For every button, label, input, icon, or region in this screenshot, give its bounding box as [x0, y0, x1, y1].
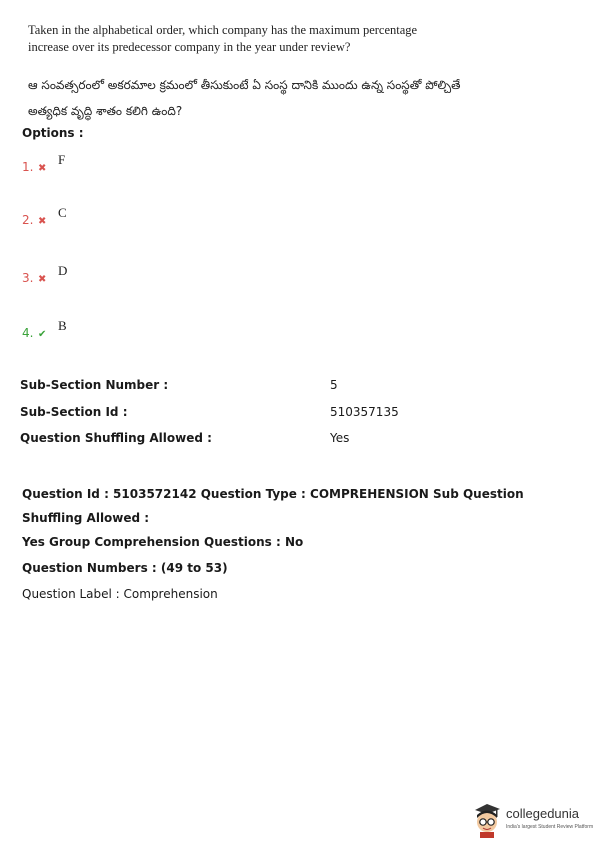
- option-text: F: [58, 152, 66, 167]
- cross-icon: ✖: [38, 216, 47, 227]
- option-4: [22, 318, 67, 340]
- meta-subsection-number: [20, 378, 338, 392]
- option-text: D: [58, 263, 68, 278]
- option-number: 1.: [22, 160, 34, 174]
- cross-icon: ✖: [38, 274, 47, 285]
- option-text: B: [58, 318, 67, 333]
- meta-subsection-id: [20, 405, 399, 419]
- options-heading: Options :: [22, 126, 84, 140]
- question-telugu: ఆ సంవత్సరంలో అకరమాల క్రమంలో తీసుకుంటే ఏ సంస్థ దానికి ముందు ఉన్న సంస్థతో పోల్చితే అత్యధిక వృద్ధి శాతం కలిగి ఉంది?: [28, 78, 461, 118]
- option-3: [22, 263, 68, 285]
- meta-label: Sub-Section Number :: [20, 378, 169, 392]
- question-numbers-line: Question Numbers : (49 to 53): [22, 561, 228, 575]
- logo-tagline: India's largest Student Review Platform: [506, 824, 594, 830]
- meta-label: Sub-Section Id :: [20, 405, 128, 419]
- meta-value: 5: [330, 378, 338, 392]
- option-1: [22, 152, 66, 174]
- group-comprehension-line: Yes Group Comprehension Questions : No: [22, 535, 304, 549]
- check-icon: ✔: [38, 329, 47, 340]
- option-text: C: [58, 205, 67, 220]
- meta-label: Question Shuffling Allowed :: [20, 431, 212, 445]
- meta-shuffling-allowed: [20, 431, 350, 445]
- option-number: 2.: [22, 213, 34, 227]
- meta-value: 510357135: [330, 405, 399, 419]
- cross-icon: ✖: [38, 163, 47, 174]
- meta-value: Yes: [330, 431, 350, 445]
- question-info-block: [22, 482, 582, 606]
- collegedunia-logo: [472, 802, 592, 838]
- logo-name: collegedunia: [506, 806, 580, 821]
- option-2: [22, 205, 67, 227]
- question-id-line: Question Id : 5103572142 Question Type : COMPREHENSION Sub Question Shuffling Allowed :: [22, 487, 524, 525]
- question-english: Taken in the alphabetical order, which company has the maximum percentage increase over its predecessor company in the year under review?: [28, 23, 418, 54]
- question-label-line: Question Label : Comprehension: [22, 587, 218, 601]
- option-number: 3.: [22, 271, 34, 285]
- mascot-icon: [472, 802, 502, 838]
- option-number: 4.: [22, 326, 34, 340]
